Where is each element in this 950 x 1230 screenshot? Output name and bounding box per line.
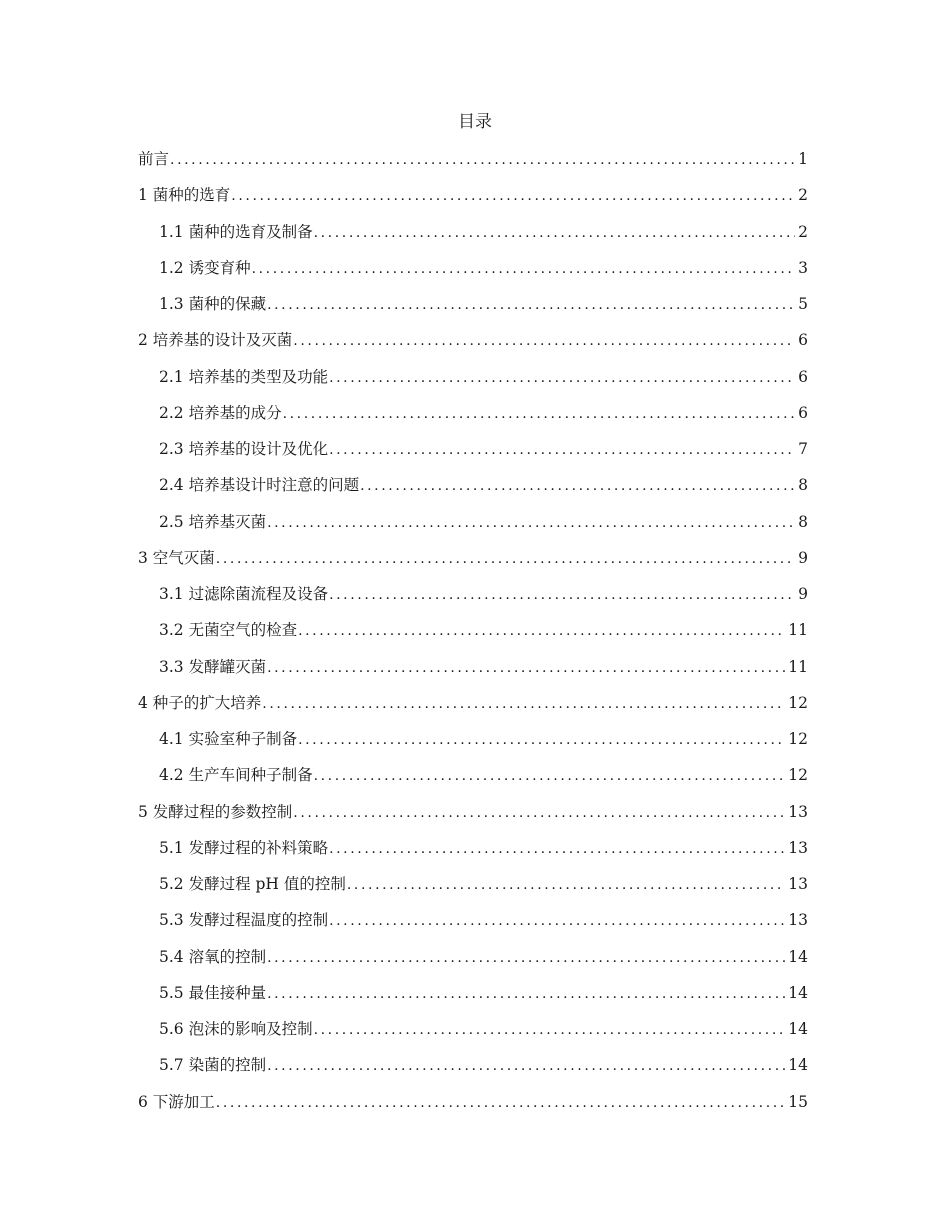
toc-dot-leader <box>314 219 796 247</box>
toc-dot-leader <box>347 871 785 899</box>
toc-dot-leader <box>293 799 785 827</box>
toc-entry-label: 前言 <box>138 150 170 168</box>
toc-entry[interactable] <box>138 653 808 689</box>
toc-entry[interactable] <box>138 979 808 1015</box>
toc-list <box>138 145 808 1124</box>
toc-entry-page-number: 2 <box>798 222 808 241</box>
toc-entry-page-number: 5 <box>798 295 808 313</box>
toc-entry-page-number: 6 <box>798 331 808 350</box>
toc-dot-leader <box>298 617 785 645</box>
toc-dot-leader <box>252 255 796 283</box>
toc-dot-leader <box>267 944 785 972</box>
toc-entry-page-number: 11 <box>788 621 808 640</box>
toc-entry-page-number: 11 <box>788 657 808 676</box>
toc-entry-page-number: 1 <box>798 150 808 168</box>
toc-entry[interactable] <box>138 145 808 181</box>
toc-entry-label: 6 下游加工 <box>138 1092 215 1111</box>
toc-dot-leader <box>262 690 785 718</box>
toc-entry[interactable] <box>138 399 808 435</box>
toc-dot-leader <box>314 762 786 790</box>
toc-entry[interactable] <box>138 1015 808 1051</box>
toc-entry-page-number: 13 <box>788 838 808 857</box>
toc-entry-label: 5.4 溶氧的控制 <box>159 947 267 966</box>
toc-entry-page-number: 12 <box>788 693 808 712</box>
toc-entry-label: 3.3 发酵罐灭菌 <box>159 657 267 676</box>
toc-entry[interactable] <box>138 471 808 507</box>
toc-entry-label: 1.2 诱变育种 <box>159 258 251 277</box>
toc-entry-label: 3.2 无菌空气的检查 <box>159 621 298 640</box>
toc-entry-label: 2.1 培养基的类型及功能 <box>159 367 329 386</box>
toc-entry[interactable] <box>138 326 808 362</box>
toc-entry[interactable] <box>138 906 808 942</box>
toc-entry-page-number: 12 <box>788 766 808 785</box>
toc-entry-label: 2.4 培养基设计时注意的问题 <box>159 476 360 495</box>
toc-title: 目录 <box>458 112 492 132</box>
toc-entry[interactable] <box>138 1051 808 1087</box>
toc-entry-label: 2.3 培养基的设计及优化 <box>159 440 329 458</box>
toc-entry-page-number: 12 <box>788 730 808 748</box>
toc-entry[interactable] <box>138 544 808 580</box>
toc-dot-leader <box>314 1016 786 1044</box>
toc-entry[interactable] <box>138 508 808 544</box>
toc-entry-page-number: 2 <box>798 186 808 205</box>
toc-dot-leader <box>216 545 795 573</box>
toc-dot-leader <box>267 980 785 1008</box>
toc-entry-page-number: 13 <box>788 802 808 821</box>
toc-entry[interactable] <box>138 580 808 616</box>
toc-entry[interactable] <box>138 363 808 399</box>
toc-entry-page-number: 13 <box>788 911 808 930</box>
toc-entry-page-number: 9 <box>798 585 808 603</box>
toc-entry[interactable] <box>138 870 808 906</box>
toc-dot-leader <box>231 182 795 210</box>
toc-entry[interactable] <box>138 435 808 471</box>
toc-entry-page-number: 8 <box>798 476 808 495</box>
toc-entry-label: 2.2 培养基的成分 <box>159 403 282 422</box>
toc-entry-label: 5.6 泡沫的影响及控制 <box>159 1020 313 1038</box>
toc-dot-leader <box>329 436 795 464</box>
toc-entry-label: 4.2 生产车间种子制备 <box>159 766 313 785</box>
toc-entry-label: 4 种子的扩大培养 <box>138 693 262 712</box>
toc-dot-leader <box>329 907 785 935</box>
toc-entry-label: 4.1 实验室种子制备 <box>159 730 298 748</box>
toc-entry-page-number: 7 <box>798 440 808 458</box>
toc-entry[interactable] <box>138 181 808 217</box>
toc-dot-leader <box>293 327 795 355</box>
toc-entry[interactable] <box>138 798 808 834</box>
toc-entry[interactable] <box>138 616 808 652</box>
toc-entry-label: 2.5 培养基灭菌 <box>159 512 267 531</box>
toc-entry-page-number: 14 <box>788 1020 808 1038</box>
toc-entry-label: 5.2 发酵过程 pH 值的控制 <box>159 875 346 893</box>
toc-entry-label: 5.1 发酵过程的补料策略 <box>159 838 329 857</box>
toc-entry-page-number: 6 <box>798 367 808 386</box>
toc-dot-leader <box>360 472 795 500</box>
toc-entry-page-number: 8 <box>798 512 808 531</box>
toc-entry-page-number: 3 <box>798 258 808 277</box>
toc-entry[interactable] <box>138 943 808 979</box>
toc-entry-page-number: 13 <box>788 875 808 893</box>
toc-entry-label: 1.3 菌种的保藏 <box>159 295 267 313</box>
toc-dot-leader <box>329 835 785 863</box>
toc-entry-label: 1 菌种的选育 <box>138 186 231 205</box>
toc-dot-leader <box>267 509 795 537</box>
toc-entry-page-number: 14 <box>788 983 808 1002</box>
toc-entry-label: 5.5 最佳接种量 <box>159 983 267 1002</box>
toc-entry[interactable] <box>138 218 808 254</box>
toc-entry-label: 3 空气灭菌 <box>138 548 215 567</box>
toc-entry-label: 3.1 过滤除菌流程及设备 <box>159 585 329 603</box>
toc-dot-leader <box>283 400 796 428</box>
toc-entry[interactable] <box>138 834 808 870</box>
toc-dot-leader <box>298 726 785 754</box>
toc-entry[interactable] <box>138 290 808 326</box>
toc-entry-label: 1.1 菌种的选育及制备 <box>159 222 313 241</box>
toc-entry-label: 2 培养基的设计及灭菌 <box>138 331 293 350</box>
toc-dot-leader <box>170 146 795 174</box>
toc-entry-label: 5.7 染菌的控制 <box>159 1056 267 1075</box>
toc-dot-leader <box>267 291 795 319</box>
toc-entry-page-number: 14 <box>788 1056 808 1075</box>
toc-dot-leader <box>267 654 785 682</box>
toc-entry-page-number: 14 <box>788 947 808 966</box>
toc-entry-label: 5 发酵过程的参数控制 <box>138 802 293 821</box>
toc-entry-page-number: 9 <box>798 548 808 567</box>
toc-entry-page-number: 6 <box>798 403 808 422</box>
toc-entry[interactable] <box>138 1088 808 1124</box>
toc-entry[interactable] <box>138 254 808 290</box>
toc-entry[interactable] <box>138 689 808 725</box>
toc-dot-leader <box>329 581 795 609</box>
toc-entry[interactable] <box>138 761 808 797</box>
toc-entry[interactable] <box>138 725 808 761</box>
toc-dot-leader <box>267 1052 785 1080</box>
toc-dot-leader <box>329 364 795 392</box>
toc-entry-page-number: 15 <box>788 1092 808 1111</box>
toc-entry-label: 5.3 发酵过程温度的控制 <box>159 911 329 930</box>
toc-dot-leader <box>216 1089 785 1117</box>
